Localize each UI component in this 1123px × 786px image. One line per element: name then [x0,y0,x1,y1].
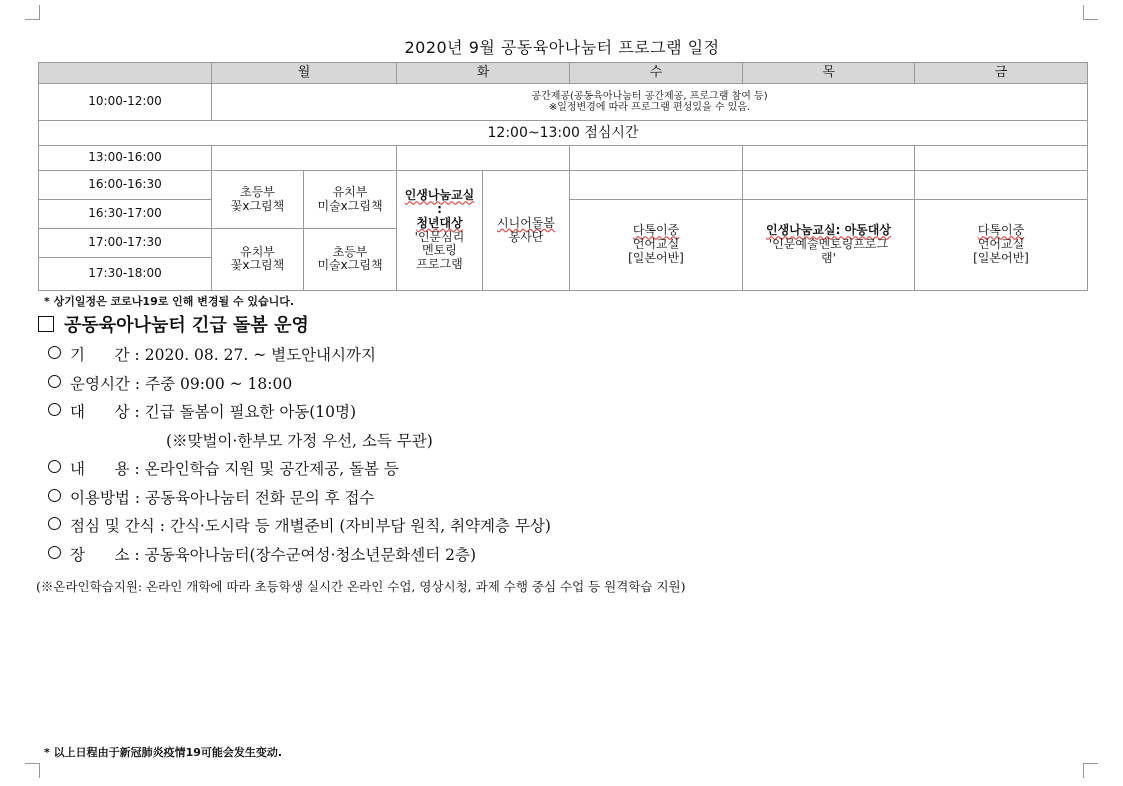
empty-cell [915,146,1088,171]
circle-bullet-icon [48,346,61,359]
list-item [48,372,1088,401]
chinese-note: * 以上日程由于新冠肺炎疫情19可能会发生变动. [44,746,283,759]
section-title-text: 공동육아나눔터 긴급 돌봄 운영 [64,315,309,336]
item-label: 운영시간 [70,374,130,393]
program-text: 시니어돌봄 [497,215,555,230]
empty-cell [570,146,743,171]
morning-line1: 공간제공(공동육아나눔터 공간제공, 프로그램 참여 등) [531,90,768,102]
header-mon: 월 [212,63,397,84]
program-text: 프로그램 [416,257,463,272]
header-fri: 금 [915,63,1088,84]
item-value: (※맞벌이·한부모 가정 우선, 소득 무관) [166,431,433,450]
empty-cell [915,171,1088,199]
header-wed: 수 [570,63,743,84]
program-text: 유치부 [332,184,368,199]
item-value: 공동육아나눔터(장수군여성·청소년문화센터 2층) [144,545,477,564]
crop-mark-top-right [1083,5,1098,20]
circle-bullet-icon [48,403,61,416]
program-text: 꽃x그림책 [230,198,285,213]
header-blank [39,63,212,84]
list-item [48,486,1088,515]
program-text: 초등부 [240,184,275,199]
program-text: 인생나눔교실 [404,188,475,203]
item-value: 간식·도시락 등 개별준비 (자비부담 원칙, 취약계층 무상) [169,517,551,535]
empty-cell [397,146,570,171]
item-label: 점심 및 간식 [70,517,155,535]
item-label: 기 간 [70,346,130,364]
list-item [48,514,1088,543]
item-label: 내 용 [70,460,130,478]
mon-program-b2 [304,228,397,290]
empty-cell [212,146,397,171]
circle-bullet-icon [48,460,61,473]
crop-mark-bottom-left [25,763,40,778]
circle-bullet-icon [48,517,61,530]
separator: : [134,460,140,478]
time-cell: 16:30-17:00 [39,199,212,228]
thu-program [743,199,915,290]
fri-program [915,199,1088,290]
program-text: 초등부 [332,244,368,259]
time-cell: 17:30-18:00 [39,257,212,290]
tue-program-a [397,171,483,291]
list-item [48,543,1088,572]
program-text: 봉사단 [508,229,544,244]
table-row [39,146,1088,171]
program-text: 꽃x그림책 [230,258,285,273]
info-list [48,343,1088,571]
table-row [39,121,1088,146]
program-text: 다톡이중 [632,223,680,238]
program-text: [일본어반] [628,250,684,265]
program-text: 인생나눔교실: 아동대상 [766,223,891,238]
separator: : [134,403,140,421]
time-cell: 17:00-17:30 [39,228,212,257]
header-tue: 화 [397,63,570,84]
empty-cell [743,171,915,199]
item-value: 2020. 08. 27. ~ 별도안내시까지 [144,346,376,364]
program-text: '인문예술멘토링프로그 [768,236,889,251]
tue-program-b [483,171,570,291]
program-text: 멘토링 [422,243,457,258]
item-label: 이용방법 [70,488,130,507]
schedule-change-note: * 상기일정은 코로나19로 인해 변경될 수 있습니다. [44,295,295,308]
morning-cell [212,84,1088,121]
lunch-cell: 12:00~13:00 점심시간 [39,121,1088,146]
item-label: 장 소 [70,545,130,564]
header-thu: 목 [743,63,915,84]
list-item [48,343,1088,372]
checkbox-square-icon [38,316,54,332]
separator: : [134,488,141,507]
time-cell: 16:00-16:30 [39,171,212,199]
program-text: 미술x그림책 [317,198,383,213]
time-cell: 13:00-16:00 [39,146,212,171]
list-item [48,400,1088,429]
separator: : [134,545,140,564]
program-text: 언어교실 [632,236,680,251]
item-value: 온라인학습 지원 및 공간제공, 돌봄 등 [144,460,399,478]
list-item-continuation [48,429,1088,458]
morning-line2: ※일정변경에 따라 프로그램 편성있을 수 있음. [548,102,751,114]
circle-bullet-icon [48,375,61,388]
table-row [39,171,1088,199]
footnote: (※온라인학습지원: 온라인 개학에 따라 초등학생 실시간 온라인 수업, 영상시청, 과제 수행 중심 수업 등 원격학습 지원) [36,579,686,594]
program-text: [일본어반] [973,250,1029,265]
item-label: 대 상 [70,403,130,421]
item-value: 공동육아나눔터 전화 문의 후 접수 [145,488,375,507]
program-text: 다톡이중 [977,223,1025,238]
circle-bullet-icon [48,546,61,559]
separator: : [134,346,140,364]
program-text: : [437,202,442,217]
list-item [48,457,1088,486]
section-title [38,311,309,337]
item-value: 긴급 돌봄이 필요한 아동(10명) [144,403,357,421]
program-text: '인문심리 [414,229,465,244]
table-row [39,84,1088,121]
wed-program [570,199,743,290]
program-text: 램' [821,250,836,265]
mon-program-b1 [212,228,304,290]
time-cell: 10:00-12:00 [39,84,212,121]
program-text: 미술x그림책 [317,258,383,273]
program-text: 언어교실 [977,236,1025,251]
mon-program-a2 [304,171,397,228]
crop-mark-top-left [25,5,40,20]
empty-cell [743,146,915,171]
program-text: 유치부 [240,244,275,259]
circle-bullet-icon [48,489,61,502]
schedule-table [38,62,1088,291]
mon-program-a1 [212,171,304,228]
crop-mark-bottom-right [1083,763,1098,778]
program-text: 청년대상 [416,215,463,230]
table-header-row [39,63,1088,84]
item-value: 주중 09:00 ~ 18:00 [145,374,293,393]
separator: : [134,374,141,393]
page-title: 2020년 9월 공동육아나눔터 프로그램 일정 [404,38,720,57]
empty-cell [570,171,743,199]
separator: : [159,517,165,535]
